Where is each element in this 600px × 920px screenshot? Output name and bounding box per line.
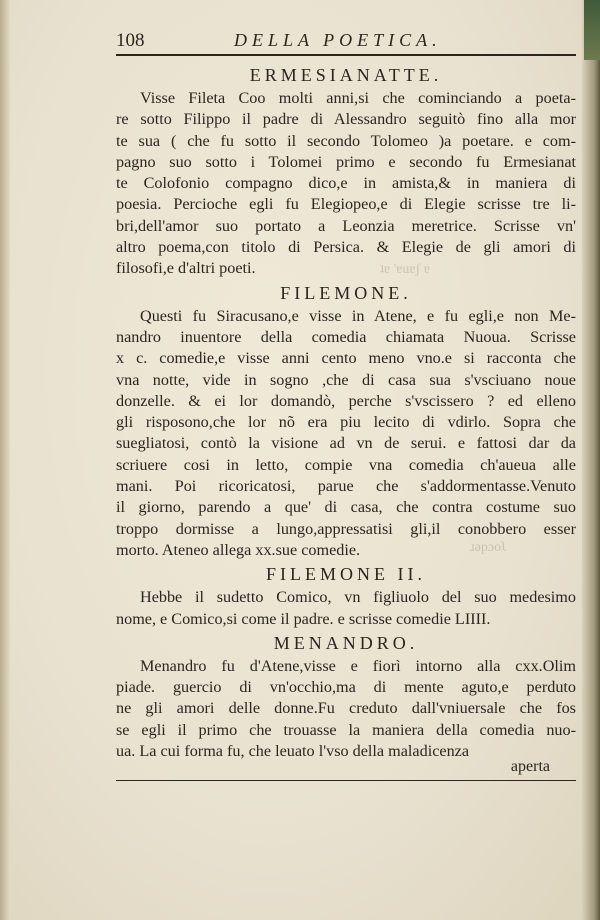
section-paragraph xyxy=(116,306,576,562)
text-line: Hebbe il sudetto Comico, vn figliuolo del suo medesimo xyxy=(140,588,576,607)
catchword: aperta xyxy=(510,758,550,775)
text-line: pagno suo sotto i Tolomei primo e secondo fu Ermesianat xyxy=(116,152,576,171)
cover-corner xyxy=(584,0,600,60)
text-line: nandro inuentore della comedia chiamata Nuoua. Scrisse xyxy=(116,327,576,346)
text-line: ua. La cui forma fu, che leuato l'vso della maladicenza xyxy=(116,742,470,761)
section-paragraph xyxy=(116,656,576,762)
text-line: se egli il primo che trouasse la maniera della comedia nuo- xyxy=(116,720,576,739)
page-edge xyxy=(582,0,600,920)
text-line: poesia. Percioche egli fu Elegiopeo,e di Elegie scrisse tre li- xyxy=(116,195,576,214)
text-line: x c. comedie,e visse anni cento meno vno.e si racconta che xyxy=(116,349,576,368)
section-heading: ERMESIANATTE. xyxy=(249,65,443,85)
text-line: te sua ( che fu sotto il secondo Tolomeo )a poetare. e com- xyxy=(116,131,576,150)
text-line: te Colofonio compagno dico,e in amista,& in maniera di xyxy=(116,174,576,193)
text-line: troppo dormisse a lungo,appressatisi gli,il conobbero esser xyxy=(116,519,576,538)
text-block xyxy=(116,62,576,762)
text-line: gli risposono,che lor nõ era piu lecito di vdirlo. Sopra che xyxy=(116,413,576,432)
section-paragraph xyxy=(116,587,576,630)
page-gutter xyxy=(0,0,10,920)
text-line: Menandro fu d'Atene,visse e fiorì intorno alla cxx.Olim xyxy=(140,656,576,675)
text-line: re sotto Filippo il padre di Alessandro seguitò fino alla mor xyxy=(116,110,576,129)
text-line: suegliatosi, contò la visione ad vn de serui. e fattosi dar da xyxy=(116,434,576,453)
section-heading: MENANDRO. xyxy=(273,632,419,653)
folio-number: 108 xyxy=(116,30,145,51)
text-line: altro poema,con titolo di Persica. & Elegie de gli amori di xyxy=(116,238,576,257)
text-line: mani. Poi ricoricatosi, parue che s'addormentasse.Venuto xyxy=(116,477,576,496)
text-line: filosofi,e d'altri poeti. xyxy=(116,259,256,278)
bleed-through: ɹǝpɔoʅ xyxy=(470,540,508,555)
text-line: Questi fu Siracusano,e visse in Atene, e fu egli,e non Me- xyxy=(140,306,576,325)
text-line: nome, e Comico,si come il padre. e scrisse comedie LIIII. xyxy=(116,609,491,628)
text-line: piade. guercio di vn'occhio,ma di mente aguto,e perduto xyxy=(116,678,576,697)
text-line: vna notte, vide in sogno ,che di casa sua s'vsciuano noue xyxy=(116,370,576,389)
text-line: donzelle. & ei lor domandò, perche s'vscissero ? ed elleno xyxy=(116,391,576,410)
text-line: ne gli amori delle donne.Fu creduto dall'vniuersale che fos xyxy=(116,699,576,718)
catchword-row xyxy=(116,758,576,781)
text-line: il giorno, parendo a que' di casa, che contra costume suo xyxy=(116,498,576,517)
text-line: morto. Ateneo allega xx.sue comedie. xyxy=(116,540,361,559)
section-paragraph xyxy=(116,88,576,280)
text-line: Visse Fileta Coo molti anni,si che cominciando a poeta- xyxy=(140,89,576,107)
section-heading: FILEMONE II. xyxy=(266,564,426,585)
text-line: bri,dell'amor suo portato a Leonzia meretrice. Scrisse vn' xyxy=(116,216,576,235)
section-heading: FILEMONE. xyxy=(280,282,412,303)
page-header xyxy=(116,28,576,56)
bleed-through: ʇɐ 'ɐuɐʃ ɐ xyxy=(380,262,430,277)
running-head: DELLA POETICA. xyxy=(234,30,442,50)
text-line: scriuere cosi in letto, compie vna comedia ch'aueua alle xyxy=(116,455,576,474)
